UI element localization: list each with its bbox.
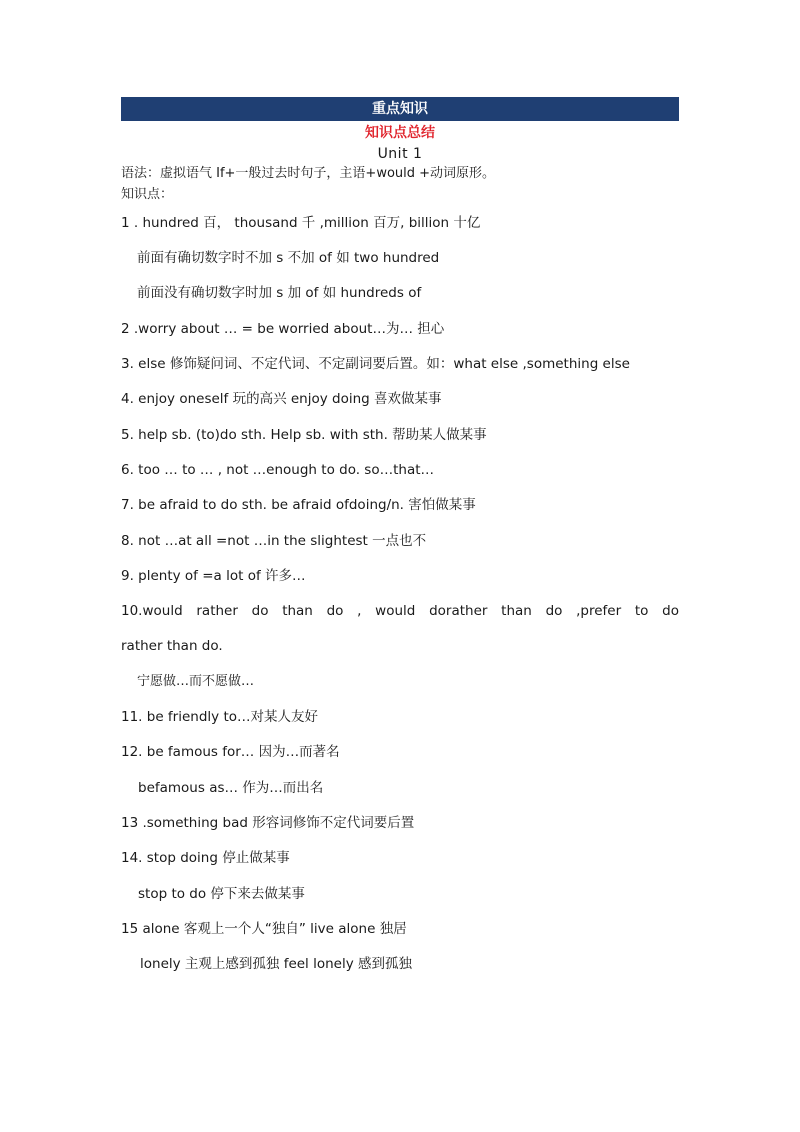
point-1-note-a: 前面有确切数字时不加 s 不加 of 如 two hundred [137,250,440,266]
point-7: 7. be afraid to do sth. be afraid ofdoing/n. 害怕做某事 [121,497,476,513]
point-13: 13 .something bad 形容词修饰不定代词要后置 [121,815,415,831]
knowledge-points-label: 知识点： [121,187,174,202]
point-11: 11. be friendly to…对某人友好 [121,709,318,725]
point-14: 14. stop doing 停止做某事 [121,850,290,866]
section-subtitle: 知识点总结 [365,125,435,141]
point-15-note: lonely 主观上感到孤独 feel lonely 感到孤独 [140,956,413,972]
point-9: 9. plenty of =a lot of 许多… [121,568,306,584]
point-12-note: befamous as… 作为…而出名 [138,780,324,796]
unit-heading: Unit 1 [377,146,423,162]
point-12: 12. be famous for… 因为…而著名 [121,744,340,760]
point-10-continued: rather than do. [121,638,223,654]
point-6: 6. too … to … , not …enough to do. so…that… [121,462,435,478]
point-1: 1 . hundred 百， thousand 千 ,million 百万, billion 十亿 [121,215,481,231]
point-14-note: stop to do 停下来去做某事 [138,886,305,902]
point-4: 4. enjoy oneself 玩的高兴 enjoy doing 喜欢做某事 [121,391,442,407]
point-8: 8. not …at all =not …in the slightest 一点也不 [121,533,427,549]
point-3: 3. else 修饰疑问词、不定代词、不定副词要后置。如：what else ,something else [121,356,630,372]
grammar-line: 语法：虚拟语气 If+一般过去时句子，主语+would +动词原形。 [121,166,496,181]
point-10: 10.would rather do than do , would dorather than do ,prefer to do [121,603,679,619]
point-1-note-b: 前面没有确切数字时加 s 加 of 如 hundreds of [137,285,422,301]
point-15: 15 alone 客观上一个人“独自” live alone 独居 [121,921,407,937]
point-10-meaning: 宁愿做…而不愿做… [137,674,255,689]
point-5: 5. help sb. (to)do sth. Help sb. with sth. 帮助某人做某事 [121,427,487,443]
section-banner: 重点知识 [121,97,679,121]
point-2: 2 .worry about … = be worried about…为… 担心 [121,321,445,337]
